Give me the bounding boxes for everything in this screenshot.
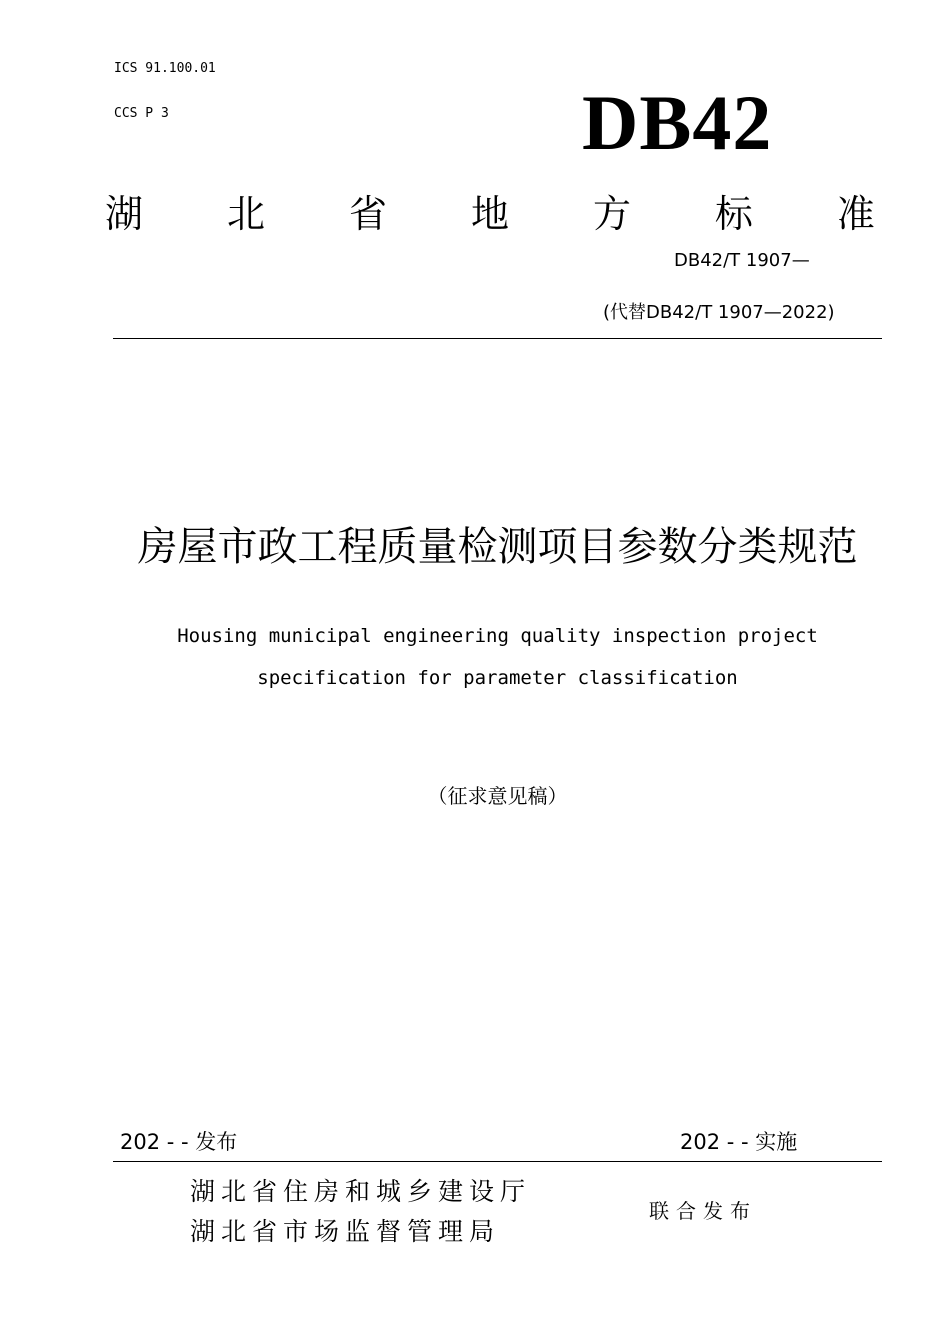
issuer-market-regulation: 湖北省市场监督管理局 — [190, 1217, 501, 1246]
implementation-date: 202 - - 实施 — [680, 1130, 798, 1154]
db42-logo: DB42 — [582, 79, 773, 166]
standard-type-char: 方 — [592, 192, 631, 236]
standard-type-char: 北 — [226, 192, 265, 236]
document-title-english-line1: Housing municipal engineering quality inspection project — [177, 625, 818, 647]
standard-type-char: 标 — [714, 192, 753, 236]
document-title-chinese: 房屋市政工程质量检测项目参数分类规范 — [137, 524, 858, 570]
standard-type-char: 湖 — [105, 192, 144, 236]
ccs-code: CCS P 3 — [114, 106, 169, 121]
top-divider — [113, 338, 882, 339]
issuer-housing-department: 湖北省住房和城乡建设厅 — [190, 1177, 532, 1206]
standard-type-char: 地 — [470, 192, 509, 236]
issue-date: 202 - - 发布 — [120, 1130, 238, 1154]
draft-status: （征求意见稿） — [427, 784, 568, 808]
bottom-divider — [113, 1161, 882, 1162]
ics-code: ICS 91.100.01 — [114, 61, 216, 76]
standard-type-char: 省 — [348, 192, 387, 236]
replaces-standard: (代替DB42/T 1907—2022) — [603, 302, 835, 323]
standard-number: DB42/T 1907— — [674, 250, 810, 271]
joint-issue-label: 联合发布 — [649, 1199, 757, 1223]
standard-type-heading — [105, 183, 875, 238]
standard-type-char: 准 — [836, 192, 875, 236]
document-title-english-line2: specification for parameter classification — [257, 667, 738, 689]
